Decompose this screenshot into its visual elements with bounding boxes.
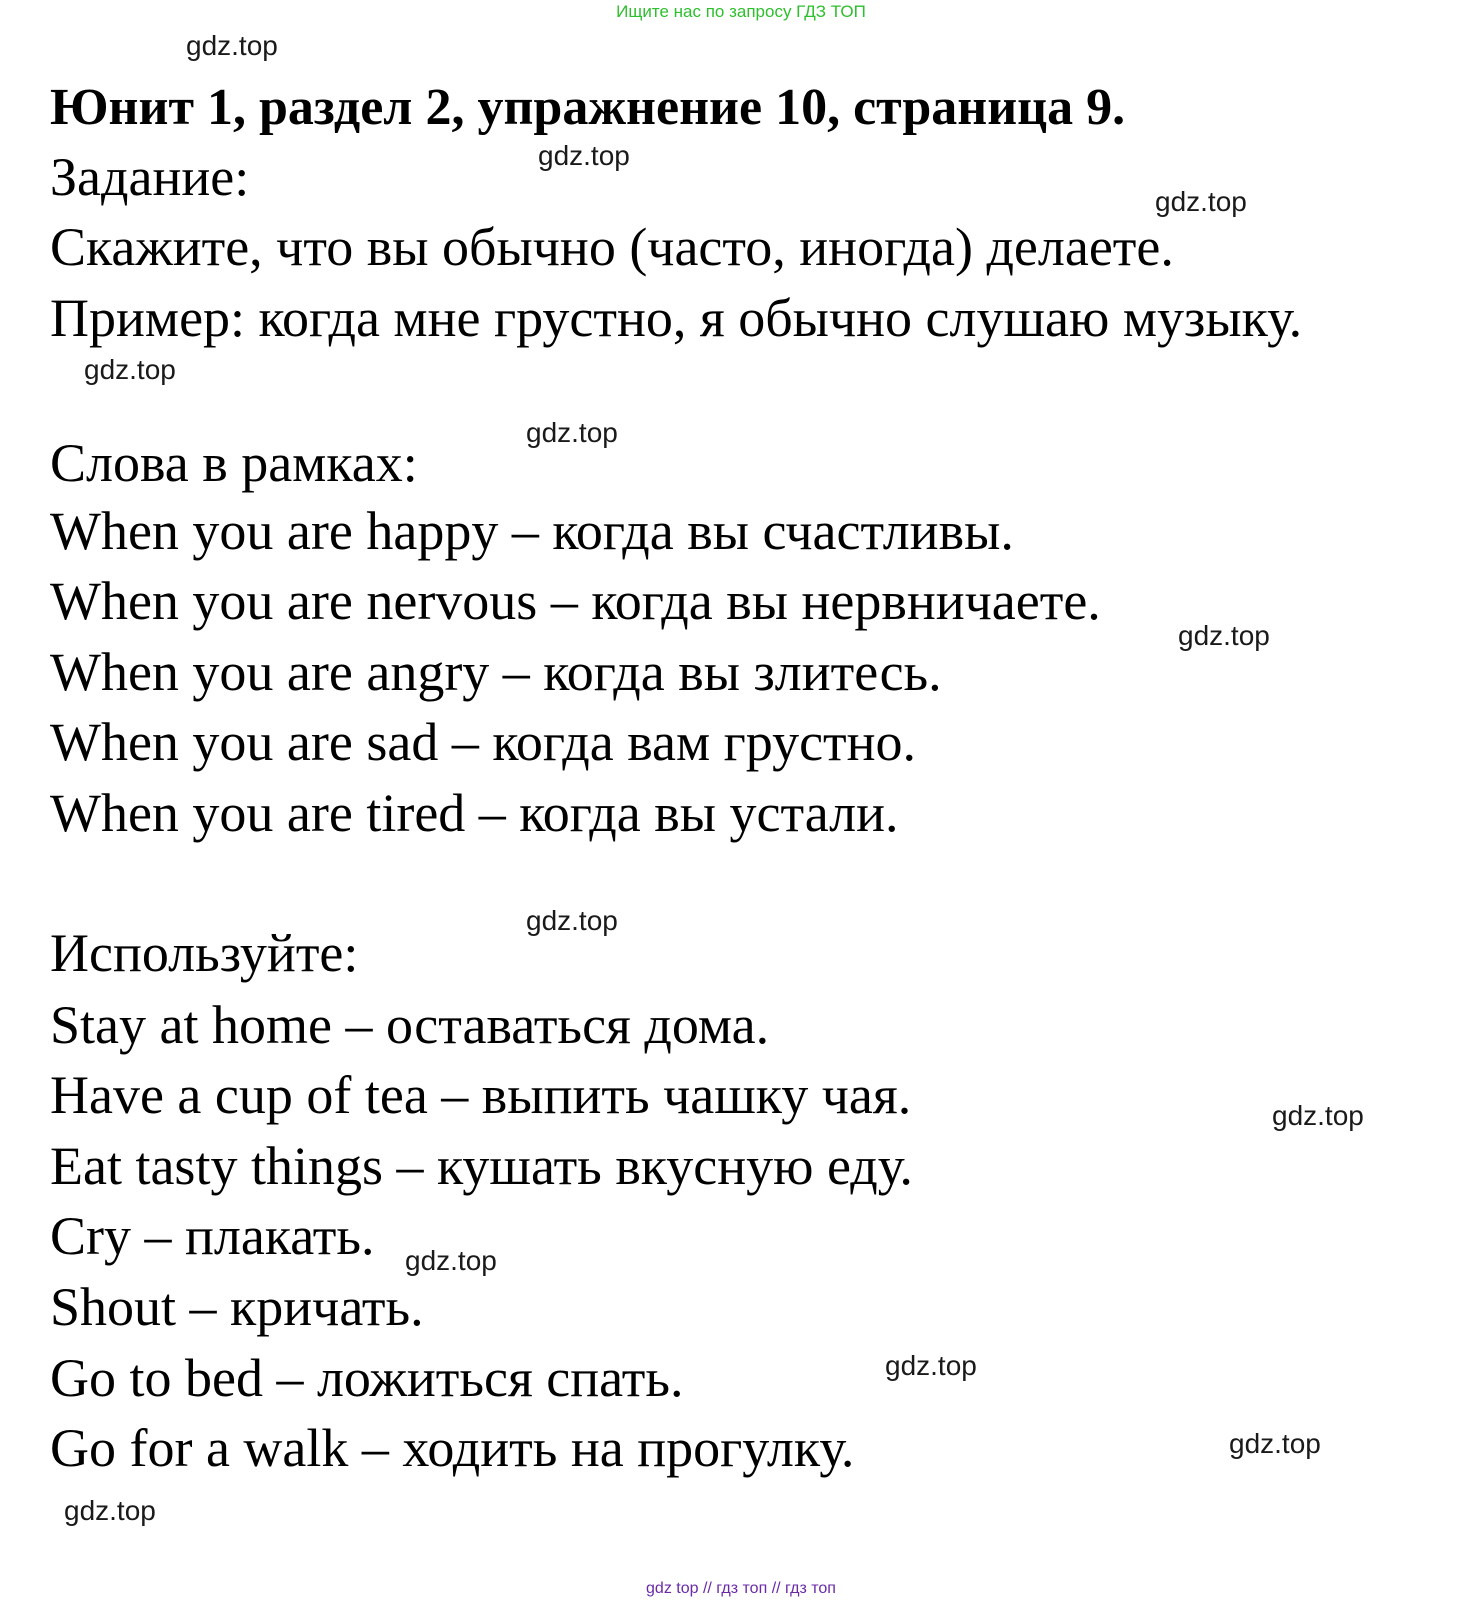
- watermark: gdz.top: [885, 1350, 977, 1381]
- watermark: gdz.top: [1229, 1428, 1321, 1459]
- page-title: Юнит 1, раздел 2, упражнение 10, страница 9.: [50, 79, 1126, 136]
- task-example: Пример: когда мне грустно, я обычно слушаю музыку.: [50, 288, 1303, 348]
- watermark: gdz.top: [526, 417, 618, 448]
- box-word-item: When you are happy – когда вы счастливы.: [50, 501, 1014, 561]
- watermark: gdz.top: [405, 1245, 497, 1276]
- use-item: Eat tasty things – кушать вкусную еду.: [50, 1136, 913, 1196]
- use-item: Cry – плакать.: [50, 1206, 375, 1266]
- watermark: gdz.top: [186, 30, 278, 61]
- footer-links: gdz top // гдз топ // гдз топ: [646, 1580, 836, 1597]
- top-search-note: Ищите нас по запросу ГДЗ ТОП: [616, 2, 866, 21]
- watermark: gdz.top: [64, 1495, 156, 1526]
- box-word-item: When you are nervous – когда вы нервничаете.: [50, 571, 1101, 631]
- use-item: Shout – кричать.: [50, 1277, 424, 1337]
- box-words-label: Слова в рамках:: [50, 433, 418, 493]
- task-text: Скажите, что вы обычно (часто, иногда) делаете.: [50, 217, 1174, 277]
- watermark: gdz.top: [526, 905, 618, 936]
- box-word-item: When you are sad – когда вам грустно.: [50, 712, 917, 772]
- box-word-item: When you are tired – когда вы устали.: [50, 783, 899, 843]
- use-item: Go for a walk – ходить на прогулку.: [50, 1418, 855, 1478]
- use-item: Go to bed – ложиться спать.: [50, 1348, 684, 1408]
- use-label: Используйте:: [50, 923, 359, 983]
- use-item: Have a cup of tea – выпить чашку чая.: [50, 1065, 912, 1125]
- watermark: gdz.top: [1178, 620, 1270, 651]
- task-label: Задание:: [50, 147, 250, 207]
- watermark: gdz.top: [538, 140, 630, 171]
- watermark: gdz.top: [1272, 1100, 1364, 1131]
- use-item: Stay at home – оставаться дома.: [50, 995, 770, 1055]
- box-word-item: When you are angry – когда вы злитесь.: [50, 642, 942, 702]
- watermark: gdz.top: [1155, 186, 1247, 217]
- watermark: gdz.top: [84, 354, 176, 385]
